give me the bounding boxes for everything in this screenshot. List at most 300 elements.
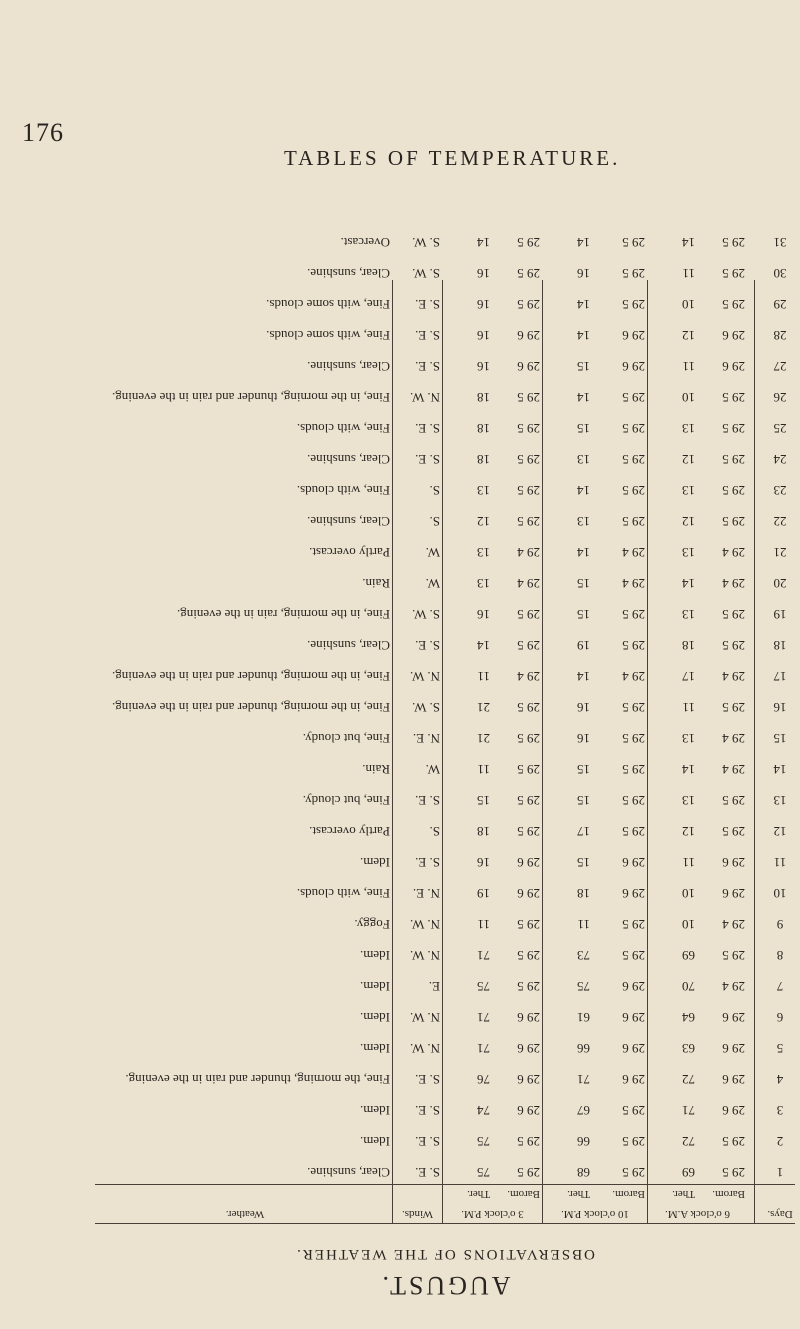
cell-day: 13 [773,793,787,808]
cell-b3: 29 6 [517,1010,540,1025]
cell-t1: 10 [682,297,695,312]
cell-b3: 29 6 [517,1041,540,1056]
cell-t3: 18 [477,452,490,467]
cell-day: 1 [776,1165,784,1180]
cell-b2: 29 5 [622,762,645,777]
cell-t1: 71 [682,1103,695,1118]
cell-t3: 76 [477,1072,490,1087]
cell-b1: 29 5 [722,1134,745,1149]
cell-t1: 14 [682,576,695,591]
table-row [95,969,795,994]
cell-b3: 29 4 [517,576,540,591]
cell-t1: 63 [682,1041,695,1056]
header-top-rule [95,1223,795,1224]
cell-b3: 29 5 [517,483,540,498]
cell-b2: 29 5 [622,390,645,405]
cell-b3: 29 5 [517,452,540,467]
cell-b2: 29 5 [622,483,645,498]
cell-b3: 29 6 [517,855,540,870]
table-row [95,938,795,963]
cell-b2: 29 5 [622,731,645,746]
cell-t2: 16 [577,266,590,281]
cell-t2: 15 [577,607,590,622]
cell-wind: N. E. [412,731,440,746]
cell-day: 10 [773,886,787,901]
cell-day: 7 [776,979,784,994]
cell-wx: Idem. [360,948,390,963]
cell-wx: Clear, sunshine. [307,452,390,467]
cell-b1: 29 5 [722,421,745,436]
cell-wind: S. W. [412,266,440,281]
cell-day: 8 [776,948,784,963]
cell-wind: S. E. [415,1072,440,1087]
cell-b1: 29 6 [722,855,745,870]
cell-day: 2 [776,1134,784,1149]
cell-b2: 29 5 [622,452,645,467]
cell-t1: 72 [682,1134,695,1149]
cell-t3: 75 [477,979,490,994]
cell-b3: 29 5 [517,266,540,281]
cell-day: 19 [773,607,787,622]
cell-day: 25 [773,421,787,436]
header-barom-1: Barom. [712,1188,745,1200]
cell-b3: 29 5 [517,979,540,994]
cell-b1: 29 5 [722,390,745,405]
cell-b3: 29 5 [517,824,540,839]
cell-t2: 67 [577,1103,590,1118]
cell-wx: Idem. [360,1103,390,1118]
cell-t2: 13 [577,514,590,529]
cell-wind: S. [429,514,440,529]
cell-wind: N. W. [410,390,440,405]
cell-day: 26 [773,390,787,405]
cell-b3: 29 5 [517,1165,540,1180]
cell-t1: 70 [682,979,695,994]
cell-day: 6 [776,1010,784,1025]
cell-wx: Clear, sunshine. [307,1165,390,1180]
table-row [95,349,795,374]
table-row [95,1062,795,1087]
cell-t1: 10 [682,886,695,901]
cell-t3: 18 [477,824,490,839]
cell-t2: 15 [577,793,590,808]
cell-t3: 16 [477,328,490,343]
cell-b3: 29 5 [517,731,540,746]
header-barom-3: Barom. [507,1188,540,1200]
cell-b1: 29 5 [722,235,745,250]
cell-b3: 29 5 [517,297,540,312]
cell-wind: N. W. [410,917,440,932]
table-row [95,442,795,467]
cell-b1: 29 4 [722,731,745,746]
cell-wx: Idem. [360,1041,390,1056]
cell-b3: 29 5 [517,700,540,715]
cell-t1: 12 [682,514,695,529]
cell-t1: 17 [682,669,695,684]
cell-wind: W. [425,576,440,591]
cell-day: 30 [773,266,787,281]
cell-wx: Clear, sunshine. [307,359,390,374]
cell-t3: 21 [477,700,490,715]
cell-b1: 29 4 [722,917,745,932]
cell-t3: 18 [477,421,490,436]
cell-t3: 13 [477,545,490,560]
cell-t3: 71 [477,948,490,963]
cell-b2: 29 6 [622,979,645,994]
cell-b1: 29 4 [722,669,745,684]
cell-wind: N. W. [410,1041,440,1056]
table-row [95,721,795,746]
cell-b1: 29 5 [722,297,745,312]
cell-t2: 66 [577,1134,590,1149]
cell-b1: 29 5 [722,452,745,467]
cell-t1: 10 [682,917,695,932]
cell-day: 15 [773,731,787,746]
cell-t1: 12 [682,328,695,343]
cell-b3: 29 5 [517,421,540,436]
cell-b2: 29 6 [622,1041,645,1056]
cell-day: 23 [773,483,787,498]
header-ther-3: Ther. [467,1188,490,1200]
cell-wx: Overcast. [340,235,390,250]
header-bottom-rule [95,1184,795,1185]
cell-b3: 29 5 [517,235,540,250]
cell-t1: 69 [682,1165,695,1180]
cell-day: 4 [776,1072,784,1087]
cell-t2: 73 [577,948,590,963]
cell-wx: Fine, the morning, thunder and rain in the evening. [125,1072,390,1087]
cell-wx: Fine, in the morning, thunder and rain in the evening. [112,669,390,684]
table-row [95,256,795,281]
cell-t2: 16 [577,700,590,715]
cell-b2: 29 5 [622,917,645,932]
cell-day: 22 [773,514,787,529]
table-row [95,225,795,250]
cell-b1: 29 6 [722,359,745,374]
cell-b3: 29 5 [517,948,540,963]
cell-b1: 29 6 [722,886,745,901]
cell-t3: 15 [477,793,490,808]
cell-b1: 29 5 [722,266,745,281]
cell-b2: 29 4 [622,576,645,591]
cell-day: 17 [773,669,787,684]
table-row [95,1093,795,1118]
cell-day: 11 [773,855,787,870]
cell-t1: 72 [682,1072,695,1087]
cell-t1: 13 [682,607,695,622]
cell-wx: Fine, with clouds. [296,421,390,436]
cell-t1: 14 [682,762,695,777]
cell-t3: 21 [477,731,490,746]
table-row [95,597,795,622]
cell-t1: 69 [682,948,695,963]
cell-t1: 14 [682,235,695,250]
cell-b1: 29 4 [722,545,745,560]
cell-t2: 14 [577,235,590,250]
cell-t3: 16 [477,359,490,374]
cell-day: 27 [773,359,787,374]
cell-t2: 15 [577,359,590,374]
cell-b3: 29 5 [517,390,540,405]
cell-day: 28 [773,328,787,343]
cell-t3: 14 [477,235,490,250]
cell-wx: Idem. [360,1134,390,1149]
cell-wind: S. E. [415,793,440,808]
cell-t3: 16 [477,607,490,622]
cell-t2: 17 [577,824,590,839]
cell-wx: Fine, with some clouds. [266,328,390,343]
cell-day: 14 [773,762,787,777]
cell-b2: 29 5 [622,514,645,529]
cell-b1: 29 4 [722,979,745,994]
cell-t3: 11 [477,669,490,684]
cell-wind: N. W. [410,1010,440,1025]
cell-day: 31 [773,235,787,250]
cell-day: 21 [773,545,787,560]
cell-wind: S. E. [415,452,440,467]
cell-t2: 14 [577,297,590,312]
cell-wx: Partly overcast. [309,824,390,839]
cell-t2: 14 [577,483,590,498]
table-row [95,907,795,932]
cell-b3: 29 6 [517,359,540,374]
table-row [95,1124,795,1149]
cell-t1: 13 [682,731,695,746]
table-row [95,814,795,839]
cell-wind: N. E. [412,886,440,901]
cell-wx: Fine, with clouds. [296,886,390,901]
table-row [95,318,795,343]
cell-t1: 12 [682,452,695,467]
table-row [95,845,795,870]
cell-b1: 29 5 [722,700,745,715]
table-row [95,628,795,653]
cell-wind: N. W. [410,669,440,684]
cell-b2: 29 5 [622,235,645,250]
cell-b1: 29 6 [722,1041,745,1056]
cell-t1: 13 [682,421,695,436]
cell-wx: Rain. [362,762,390,777]
table-row [95,566,795,591]
cell-b2: 29 5 [622,1165,645,1180]
cell-b1: 29 5 [722,607,745,622]
cell-t2: 15 [577,762,590,777]
cell-t2: 66 [577,1041,590,1056]
cell-day: 16 [773,700,787,715]
table-row [95,876,795,901]
cell-t2: 14 [577,669,590,684]
cell-b1: 29 5 [722,793,745,808]
header-winds: Winds. [401,1208,434,1220]
cell-b3: 29 6 [517,1103,540,1118]
header-barom-2: Barom. [612,1188,645,1200]
cell-b3: 29 6 [517,1072,540,1087]
cell-t3: 75 [477,1165,490,1180]
table-row [95,287,795,312]
cell-t3: 11 [477,762,490,777]
table-row [95,504,795,529]
cell-b3: 29 5 [517,917,540,932]
table-row [95,659,795,684]
cell-b2: 29 6 [622,328,645,343]
cell-t3: 16 [477,266,490,281]
cell-b3: 29 5 [517,1134,540,1149]
cell-b1: 29 6 [722,1010,745,1025]
cell-b1: 29 5 [722,824,745,839]
cell-t3: 74 [477,1103,490,1118]
cell-wind: S. E. [415,328,440,343]
table-row [95,783,795,808]
cell-b2: 29 4 [622,545,645,560]
cell-t2: 71 [577,1072,590,1087]
cell-t1: 11 [682,700,695,715]
cell-b2: 29 5 [622,948,645,963]
header-days: Days. [767,1208,793,1220]
cell-b3: 29 5 [517,607,540,622]
rotated-table [95,150,795,1320]
cell-b3: 29 5 [517,514,540,529]
cell-b2: 29 5 [622,793,645,808]
cell-b1: 29 5 [722,1165,745,1180]
header-weather: Weather. [225,1208,265,1220]
table-row [95,1000,795,1025]
cell-b2: 29 6 [622,1072,645,1087]
cell-wx: Rain. [362,576,390,591]
cell-t3: 19 [477,886,490,901]
cell-b1: 29 5 [722,483,745,498]
cell-wind: S. E. [415,1165,440,1180]
header-time3: 3 o'clock P.M. [461,1208,524,1220]
cell-t1: 13 [682,545,695,560]
table-row [95,1031,795,1056]
cell-wx: Fine, with clouds. [296,483,390,498]
cell-wind: S. E. [415,638,440,653]
cell-b1: 29 5 [722,638,745,653]
cell-b2: 29 5 [622,607,645,622]
cell-wx: Fine, with some clouds. [266,297,390,312]
header-ther-2: Ther. [567,1188,590,1200]
cell-t2: 15 [577,576,590,591]
table-row [95,535,795,560]
cell-t1: 12 [682,824,695,839]
cell-t3: 13 [477,483,490,498]
cell-wx: Fine, but cloudy. [302,731,390,746]
cell-wind: S. E. [415,1103,440,1118]
cell-wx: Foggy. [354,917,390,932]
cell-wind: N. W. [410,948,440,963]
table-subtitle: OBSERVATIONS OF THE WEATHER. [295,1246,595,1262]
cell-t2: 19 [577,638,590,653]
cell-t3: 16 [477,855,490,870]
cell-wind: W. [425,545,440,560]
cell-day: 12 [773,824,787,839]
cell-b1: 29 5 [722,948,745,963]
cell-t2: 18 [577,886,590,901]
cell-wx: Clear, sunshine. [307,266,390,281]
cell-b2: 29 6 [622,1010,645,1025]
cell-t2: 14 [577,390,590,405]
cell-t1: 10 [682,390,695,405]
cell-t2: 16 [577,731,590,746]
cell-b3: 29 4 [517,545,540,560]
cell-b2: 29 5 [622,297,645,312]
cell-t1: 11 [682,855,695,870]
cell-t3: 18 [477,390,490,405]
cell-wx: Fine, in the morning, thunder and rain in the evening. [112,390,390,405]
cell-b1: 29 6 [722,1103,745,1118]
cell-b3: 29 6 [517,886,540,901]
cell-b1: 29 5 [722,514,745,529]
cell-t2: 14 [577,545,590,560]
table-row [95,752,795,777]
cell-t2: 13 [577,452,590,467]
cell-wx: Clear, sunshine. [307,638,390,653]
cell-wx: Fine, but cloudy. [302,793,390,808]
cell-wx: Fine, in the morning, rain in the evening. [176,607,390,622]
cell-b2: 29 5 [622,266,645,281]
cell-day: 24 [773,452,787,467]
cell-t3: 75 [477,1134,490,1149]
table-row [95,690,795,715]
cell-t3: 11 [477,917,490,932]
cell-wind: S. E. [415,421,440,436]
cell-t3: 71 [477,1010,490,1025]
cell-b2: 29 6 [622,855,645,870]
cell-t2: 61 [577,1010,590,1025]
header-time2: 10 o'clock P.M. [561,1208,629,1220]
cell-t3: 71 [477,1041,490,1056]
cell-b3: 29 5 [517,793,540,808]
cell-wind: S. W. [412,235,440,250]
cell-wind: W. [425,762,440,777]
cell-b2: 29 5 [622,700,645,715]
cell-t1: 64 [682,1010,695,1025]
cell-t2: 11 [577,917,590,932]
cell-t1: 11 [682,266,695,281]
cell-wx: Partly overcast. [309,545,390,560]
cell-day: 18 [773,638,787,653]
cell-b2: 29 4 [622,669,645,684]
table-title: AUGUST. [379,1271,511,1300]
cell-t1: 11 [682,359,695,374]
cell-wind: S. E. [415,297,440,312]
cell-t3: 12 [477,514,490,529]
cell-wind: E. [428,979,440,994]
page-number: 176 [22,118,64,147]
cell-b1: 29 4 [722,576,745,591]
cell-t1: 18 [682,638,695,653]
table-row [95,1155,795,1180]
cell-day: 5 [776,1041,784,1056]
cell-b2: 29 6 [622,886,645,901]
cell-wind: S. W. [412,607,440,622]
cell-b3: 29 5 [517,762,540,777]
cell-t1: 13 [682,483,695,498]
cell-wx: Idem. [360,855,390,870]
cell-b1: 29 6 [722,1072,745,1087]
table-row [95,380,795,405]
table-row [95,473,795,498]
cell-b2: 29 5 [622,1103,645,1118]
running-head: TABLES OF TEMPERATURE. [284,146,621,170]
cell-b2: 29 5 [622,421,645,436]
cell-t3: 14 [477,638,490,653]
cell-wind: S. E. [415,1134,440,1149]
cell-wx: Idem. [360,1010,390,1025]
cell-wind: S. [429,824,440,839]
cell-t3: 13 [477,576,490,591]
cell-b3: 29 4 [517,669,540,684]
